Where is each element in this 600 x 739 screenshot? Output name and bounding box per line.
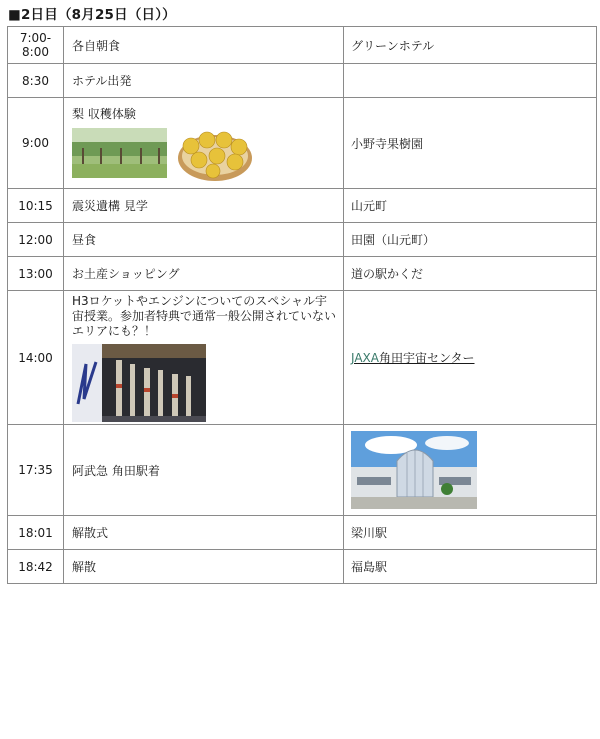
- activity-cell: [64, 98, 344, 189]
- activity-cell: 各自朝食: [64, 27, 344, 64]
- table-row: [8, 257, 597, 291]
- rocket-exhibit-photo: [72, 344, 206, 422]
- activity-images: [72, 128, 343, 182]
- place-cell: [344, 64, 597, 98]
- time-cell: 9:00: [8, 98, 64, 189]
- activity-text-line: H3ロケットやエンジンについてのスペシャル宇: [72, 293, 327, 308]
- activity-text: 梨 収穫体験: [72, 106, 136, 121]
- time-cell: 18:01: [8, 516, 64, 550]
- activity-cell: 阿武急 角田駅着: [64, 425, 344, 516]
- time-cell: 18:42: [8, 550, 64, 584]
- time-cell: 10:15: [8, 189, 64, 223]
- time-cell: 8:30: [8, 64, 64, 98]
- time-cell: [8, 27, 64, 64]
- table-row: [8, 189, 597, 223]
- link-prefix: JAXA: [351, 351, 379, 365]
- activity-cell: 震災遺構 見学: [64, 189, 344, 223]
- page-heading: ■2日目（8月25日（日））: [8, 7, 176, 23]
- place-cell: 道の駅かくだ: [344, 257, 597, 291]
- pear-orchard-photo: [72, 128, 167, 178]
- activity-images: [72, 344, 343, 422]
- place-cell: [344, 291, 597, 425]
- link-text: 角田宇宙センター: [378, 351, 475, 365]
- place-cell: 梁川駅: [344, 516, 597, 550]
- activity-cell: [64, 291, 344, 425]
- activity-cell: 解散式: [64, 516, 344, 550]
- time-cell: 12:00: [8, 223, 64, 257]
- time-cell: 14:00: [8, 291, 64, 425]
- jaxa-center-link[interactable]: [351, 351, 475, 365]
- time-cell: 17:35: [8, 425, 64, 516]
- schedule-table: [7, 26, 597, 584]
- table-row: [8, 223, 597, 257]
- place-cell: 小野寺果樹園: [344, 98, 597, 189]
- table-row: [8, 516, 597, 550]
- time-line: 7:00-: [19, 31, 52, 45]
- activity-text-line: 宙授業。参加者特典で通常一般公開されていない: [72, 308, 337, 323]
- place-cell: グリーンホテル: [344, 27, 597, 64]
- table-row: [8, 98, 597, 189]
- place-cell: 福島駅: [344, 550, 597, 584]
- activity-text-line: エリアにも？！: [72, 323, 157, 338]
- table-row: [8, 291, 597, 425]
- place-cell: [344, 425, 597, 516]
- activity-cell: 解散: [64, 550, 344, 584]
- place-cell: 田園（山元町）: [344, 223, 597, 257]
- activity-cell: お土産ショッピング: [64, 257, 344, 291]
- table-row: [8, 64, 597, 98]
- table-row: [8, 550, 597, 584]
- table-row: [8, 27, 597, 64]
- activity-cell: ホテル出発: [64, 64, 344, 98]
- station-photo: [351, 431, 477, 509]
- time-cell: 13:00: [8, 257, 64, 291]
- table-row: [8, 425, 597, 516]
- time-line: 8:00: [22, 45, 49, 59]
- pears-photo: [177, 128, 253, 182]
- activity-cell: 昼食: [64, 223, 344, 257]
- place-cell: 山元町: [344, 189, 597, 223]
